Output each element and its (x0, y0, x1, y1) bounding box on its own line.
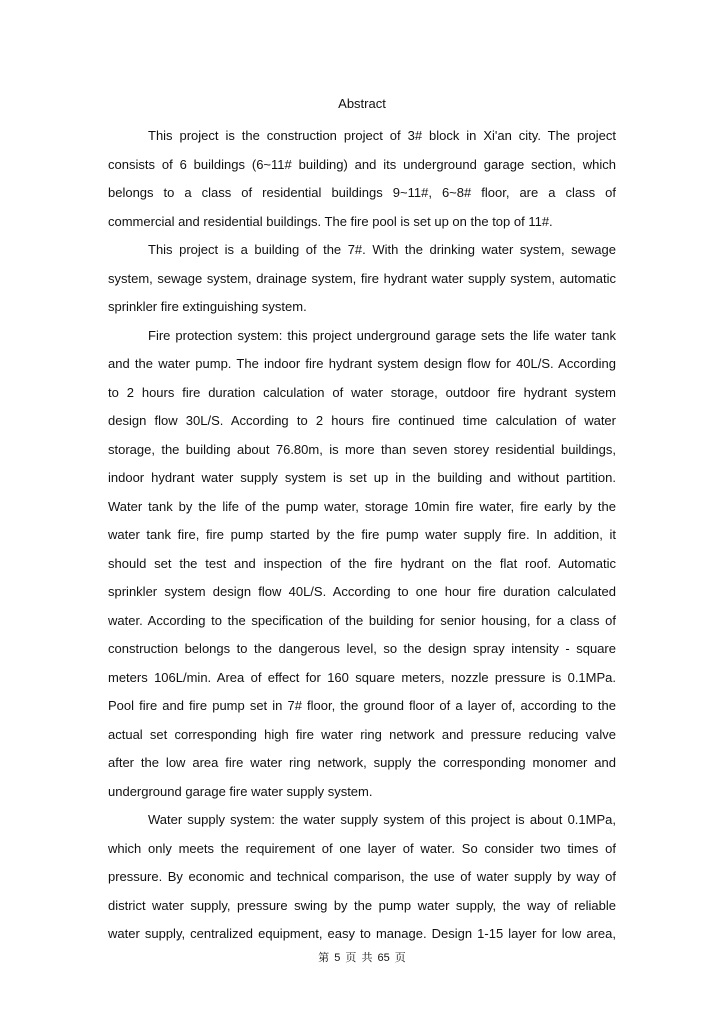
text-line: belongs to a class of residential buildings 9~11#, 6~8# floor, are a class of (108, 185, 616, 200)
abstract-title: Abstract (338, 96, 386, 111)
page-number-footer: 第 5 页 共 65 页 (318, 952, 406, 964)
paragraph-building-systems (108, 236, 616, 322)
text-line: after the low area fire water ring network, supply the corresponding monomer and (108, 755, 616, 770)
text-line: This project is a building of the 7#. With the drinking water system, sewage (148, 242, 616, 257)
paragraph-project-overview (108, 122, 616, 236)
text-line: Fire protection system: this project underground garage sets the life water tank (148, 327, 616, 343)
text-line: water tank fire, fire pump started by the fire pump water supply fire. In addition, it (108, 527, 616, 542)
text-line: water. According to the specification of the building for senior housing, for a class of (108, 612, 616, 628)
text-line: Pool fire and fire pump set in 7# floor, the ground floor of a layer of, according to the (108, 698, 616, 713)
text-line: should set the test and inspection of the fire hydrant on the flat roof. Automatic (108, 555, 616, 571)
text-line: sprinkler fire extinguishing system. (108, 299, 307, 314)
text-line: system, sewage system, drainage system, fire hydrant water supply system, automatic (108, 270, 616, 286)
text-line: pressure. By economic and technical comparison, the use of water supply by way of (108, 869, 616, 884)
paragraph-fire-protection (108, 322, 616, 807)
text-line: Water supply system: the water supply system of this project is about 0.1MPa, (148, 812, 616, 827)
text-line: design flow 30L/S. According to 2 hours fire continued time calculation of water (108, 413, 616, 428)
text-line: indoor hydrant water supply system is set up in the building and without partition. (108, 470, 616, 485)
text-line: construction belongs to the dangerous level, so the design spray intensity - square (108, 641, 616, 656)
text-line: meters 106L/min. Area of effect for 160 square meters, nozzle pressure is 0.1MPa. (108, 669, 616, 685)
text-line: This project is the construction project of 3# block in Xi'an city. The project (148, 128, 616, 143)
text-line: commercial and residential buildings. The fire pool is set up on the top of 11#. (108, 213, 553, 229)
abstract-body (108, 122, 616, 949)
text-line: consists of 6 buildings (6~11# building) and its underground garage section, which (108, 156, 616, 172)
text-line: Water tank by the life of the pump water, storage 10min fire water, fire early by the (108, 498, 616, 514)
text-line: sprinkler system design flow 40L/S. According to one hour fire duration calculated (108, 584, 616, 599)
text-line: underground garage fire water supply system. (108, 783, 373, 799)
text-line: to 2 hours fire duration calculation of water storage, outdoor fire hydrant system (108, 384, 616, 400)
text-line: storage, the building about 76.80m, is more than seven storey residential buildings, (108, 441, 616, 457)
text-line: which only meets the requirement of one layer of water. So consider two times of (108, 840, 616, 856)
text-line: and the water pump. The indoor fire hydrant system design flow for 40L/S. According (108, 356, 616, 371)
text-line: actual set corresponding high fire water ring network and pressure reducing valve (108, 726, 616, 742)
text-line: district water supply, pressure swing by the pump water supply, the way of reliable (108, 897, 616, 913)
text-line: water supply, centralized equipment, easy to manage. Design 1-15 layer for low area, (108, 926, 616, 941)
paragraph-water-supply (108, 806, 616, 949)
